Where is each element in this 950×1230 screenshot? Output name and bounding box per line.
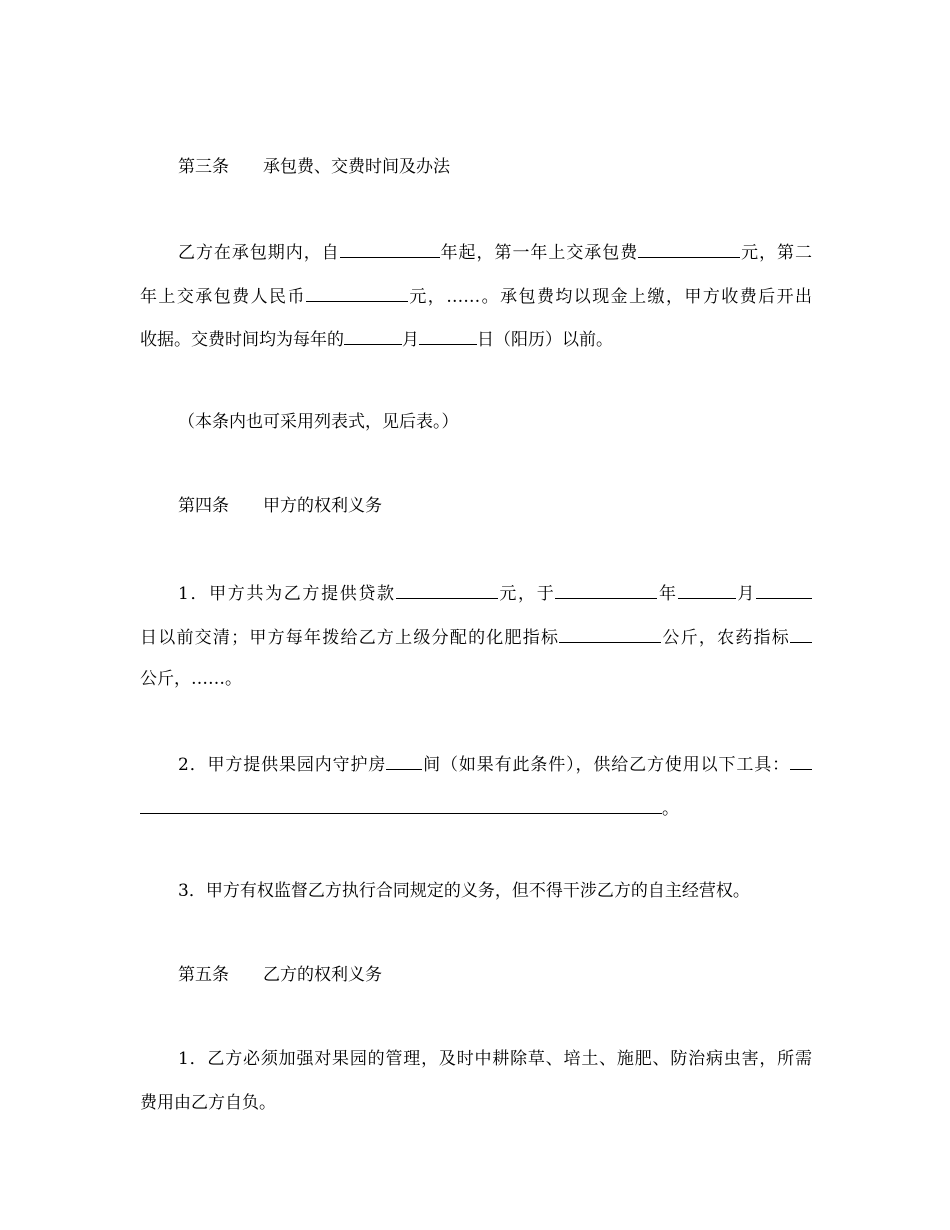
article-4-item-3 [178,880,812,902]
text: 3．甲方有权监督乙方执行合同规定的义务，但不得干涉乙方的自主经营权。 [178,881,750,901]
article-5-title: 乙方的权利义务 [263,965,382,985]
text: 1．乙方必须加强对果园的管理，及时中耕除草、培土、施肥、防治病虫害，所需 [178,1049,812,1069]
article-4-item-1-line-3 [140,668,812,690]
text: 间（如果有此条件），供给乙方使用以下工具： [422,755,790,775]
text: 月 [735,584,757,604]
text: 年上交承包费人民币 [140,287,306,307]
article-5-number: 第五条 [178,965,229,985]
article-5-item-1-line-1 [178,1048,812,1070]
blank-tools-continued [140,796,662,814]
text: 。 [662,799,679,819]
text: 公斤，……。 [140,669,242,689]
text: 月 [402,330,419,350]
article-5-item-1-line-2 [140,1092,812,1114]
article-5-heading [178,964,812,986]
text: 元，第二 [740,243,813,263]
text: 元，于 [497,584,556,604]
article-4-item-1-line-2 [140,625,812,649]
blank-pesticide [790,625,812,643]
article-4-heading [178,495,812,517]
text: 公斤，农药指标 [661,628,791,648]
text: 1．甲方共为乙方提供贷款 [178,584,396,604]
article-3-note [178,411,812,433]
article-4-item-2-line-1 [178,752,812,776]
article-3-para-line-1 [178,240,812,264]
blank-year [340,240,440,258]
blank-tools [790,752,812,770]
article-4-number: 第四条 [178,496,229,516]
text: 年起，第一年上交承包费 [439,243,639,263]
text: 乙方在承包期内，自 [178,243,340,263]
blank-month [678,581,736,599]
text: 年 [657,584,678,604]
blank-fee-year2 [306,284,408,302]
text: 收据。交费时间均为每年的 [140,330,344,350]
text: 日（阳历）以前。 [477,330,613,350]
article-4-item-2-line-2 [140,796,812,820]
article-3-para-line-2 [140,284,812,308]
text: 2．甲方提供果园内守护房 [178,755,387,775]
blank-day [419,327,477,345]
blank-month [344,327,402,345]
article-3-number: 第三条 [178,157,229,177]
text: 费用由乙方自负。 [140,1093,276,1113]
text: 元，……。承包费均以现金上缴，甲方收费后开出 [407,287,813,307]
text: （本条内也可采用列表式，见后表。） [178,412,459,432]
article-4-title: 甲方的权利义务 [263,496,382,516]
article-3-heading [178,156,812,178]
article-4-item-1-line-1 [178,581,812,605]
blank-rooms [386,752,422,770]
blank-fertilizer [559,625,661,643]
blank-day [756,581,812,599]
blank-year [555,581,657,599]
blank-fee-year1 [638,240,740,258]
text: 日以前交清；甲方每年拨给乙方上级分配的化肥指标 [140,628,560,648]
article-3-title: 承包费、交费时间及办法 [263,157,450,177]
article-3-para-line-3 [140,327,812,351]
blank-loan [396,581,498,599]
